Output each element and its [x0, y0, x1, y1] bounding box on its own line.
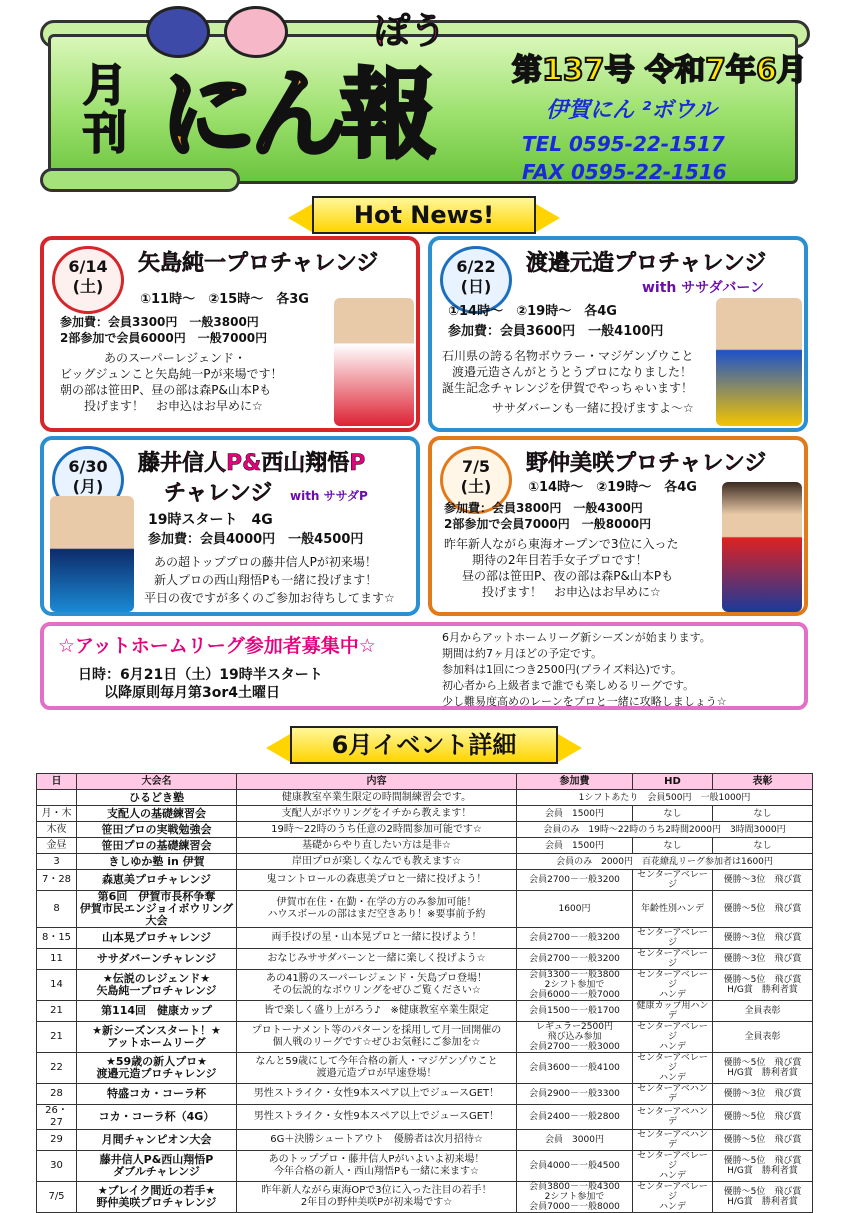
pro-photo — [716, 298, 802, 426]
newsletter-title: にん報 — [160, 59, 430, 171]
table-cell: 月・木 — [37, 806, 77, 822]
event-title: 渡邉元造プロチャレンジ — [526, 251, 767, 276]
table-row — [37, 1001, 813, 1022]
table-row — [37, 838, 813, 854]
event-desc: 朝の部は笹田P、昼の部は森P&山本Pも — [60, 383, 272, 397]
athome-title: ☆アットホームリーグ参加者募集中☆ — [58, 635, 376, 657]
table-cell: 会員 1500円 — [517, 806, 633, 822]
table-cell: 金昼 — [37, 838, 77, 854]
event-fee: 参加費：会員3800円 一般4300円 — [444, 501, 643, 515]
event-box-nonaka — [428, 436, 808, 616]
table-cell: なんと59歳にして今年合格の新人・マジゲンゾウこと 渡邉元造プロが早速登場！ — [237, 1053, 517, 1084]
event-date: 6/30 (月) — [52, 446, 124, 514]
table-cell: 昨年新人ながら東海OPで3位に入った注目の若手！ 2年目の野仲美咲Pが初来場です☆ — [237, 1182, 517, 1213]
table-cell: ★ブレイク間近の若手★ 野仲美咲プロチャレンジ — [77, 1182, 237, 1213]
table-cell: 鬼コントロールの森恵美プロと一緒に投げよう！ — [237, 870, 517, 891]
table-cell: 両手投げの星・山本晃プロと一緒に投げよう！ — [237, 928, 517, 949]
table-row — [37, 970, 813, 1001]
table-cell: 21 — [37, 1001, 77, 1022]
table-cell: 会員3800－一般4300 2シフト参加で 会員7000－一般8000 — [517, 1182, 633, 1213]
athome-desc-line: 初心者から上級者まで誰でも楽しめるリーグです。 — [442, 679, 695, 692]
event-fee: 参加費：会員4000円 一般4500円 — [148, 532, 364, 547]
event-date: 6/14 (土) — [52, 246, 124, 314]
table-row — [37, 1105, 813, 1130]
table-cell: 笹田プロの実戦勉強会 — [77, 822, 237, 838]
table-cell: 全員表彰 — [713, 1022, 813, 1053]
table-row — [37, 790, 813, 806]
table-cell: 29 — [37, 1130, 77, 1151]
table-row — [37, 822, 813, 838]
athome-date: 日時：6月21日（土）19時半スタート — [78, 667, 323, 683]
table-cell: コカ・コーラ杯（4G） — [77, 1105, 237, 1130]
table-row — [37, 891, 813, 928]
table-cell: センターアベレージ ハンデ — [633, 1182, 713, 1213]
col-event: 大会名 — [77, 774, 237, 790]
table-cell: あのトッププロ・藤井信人Pがいよいよ初来場！ 今年合格の新人・西山翔悟Pも一緒に来ます☆ — [237, 1151, 517, 1182]
table-cell: 岸田プロが楽しくなんでも教えます☆ — [237, 854, 517, 870]
table-cell: 優勝～3位 飛び賞 — [713, 928, 813, 949]
table-cell: 優勝～5位 飛び賞 H/G賞 勝利者賞 — [713, 970, 813, 1001]
table-cell: 男性ストライク・女性9本スペア以上でジュースGET！ — [237, 1084, 517, 1105]
table-cell: 優勝～5位 飛び賞 H/G賞 勝利者賞 — [713, 1182, 813, 1213]
table-cell: 健康教室卒業生限定の時間制練習会です。 — [237, 790, 517, 806]
athome-desc-line: 期間は約7ヶ月ほどの予定です。 — [442, 647, 603, 660]
table-cell: 1シフトあたり 会員500円 一般1000円 — [517, 790, 813, 806]
table-cell: 年齢性別ハンデ — [633, 891, 713, 928]
table-cell: 優勝～3位 飛び賞 — [713, 870, 813, 891]
table-cell: 会員2900－一般3300 — [517, 1084, 633, 1105]
event-fee-2: 2部参加で会員6000円 一般7000円 — [60, 331, 268, 345]
table-cell: 7・28 — [37, 870, 77, 891]
table-cell: 全員表彰 — [713, 1001, 813, 1022]
event-desc: 石川県の誇る名物ボウラー・マジゲンゾウこと — [442, 349, 694, 363]
table-cell: 特盛コカ・コーラ杯 — [77, 1084, 237, 1105]
table-cell: ひるどき塾 — [77, 790, 237, 806]
table-cell: ★新シーズンスタート！★ アットホームリーグ — [77, 1022, 237, 1053]
table-row — [37, 854, 813, 870]
col-hd: HD — [633, 774, 713, 790]
table-cell: 会員のみ 19時～22時のうち2時間2000円 3時間3000円 — [517, 822, 813, 838]
table-cell: 基礎からやり直したい方は是非☆ — [237, 838, 517, 854]
table-cell: 19時～22時のうち任意の2時間参加可能です☆ — [237, 822, 517, 838]
table-cell: 会員 3000円 — [517, 1130, 633, 1151]
table-cell: 木夜 — [37, 822, 77, 838]
event-date: 7/5 (土) — [440, 446, 512, 514]
athome-schedule: 以降原則毎月第3or4土曜日 — [104, 685, 281, 701]
kunoichi-mascot-icon — [224, 6, 288, 58]
table-cell: ★59歳の新人プロ★ 渡邉元造プロチャレンジ — [77, 1053, 237, 1084]
table-row — [37, 1053, 813, 1084]
pro-photo — [722, 482, 802, 612]
table-cell: 月間チャンピオン大会 — [77, 1130, 237, 1151]
table-cell: 会員3600－一般4100 — [517, 1053, 633, 1084]
table-cell: 会員1500－一般1700 — [517, 1001, 633, 1022]
tel-number: TEL 0595-22-1517 — [522, 132, 725, 156]
table-cell: 会員2700－一般3200 — [517, 870, 633, 891]
event-box-watanabe — [428, 236, 808, 432]
table-cell: 優勝～5位 飛び賞 — [713, 1105, 813, 1130]
event-desc: ササダバーンも一緒に投げますよ～☆ — [492, 401, 694, 415]
table-cell: 会員のみ 2000円 百花繚乱リーグ参加者は1600円 — [517, 854, 813, 870]
table-cell: なし — [633, 838, 713, 854]
table-cell: 伊賀市在住・在勤・在学の方のみ参加可能！ ハウスボールの部はまだ空きあり！※要事前予約 — [237, 891, 517, 928]
table-cell: 会員2400－一般2800 — [517, 1105, 633, 1130]
event-schedule: ①11時～ ②15時～ 各3G — [140, 292, 309, 307]
col-day: 日 — [37, 774, 77, 790]
table-cell: 優勝～3位 飛び賞 — [713, 1084, 813, 1105]
pro-photo — [50, 496, 134, 612]
athome-description — [442, 630, 808, 710]
table-cell: センターアベレージ ハンデ — [633, 1053, 713, 1084]
event-desc: あのスーパーレジェンド・ — [104, 351, 247, 365]
table-cell: 支配人の基礎練習会 — [77, 806, 237, 822]
table-cell: 第6回 伊賀市長杯争奪 伊賀市民エンジョイボウリング大会 — [77, 891, 237, 928]
event-box-fujii-nishiyama — [40, 436, 420, 616]
table-cell: 28 — [37, 1084, 77, 1105]
table-cell: 男性ストライク・女性9本スペア以上でジュースGET！ — [237, 1105, 517, 1130]
table-cell: なし — [633, 806, 713, 822]
athome-league-box — [40, 622, 808, 710]
event-fee-2: 2部参加で会員7000円 一般8000円 — [444, 517, 652, 531]
table-cell: センターアベハンデ — [633, 1130, 713, 1151]
table-cell: きしゆか塾 in 伊賀 — [77, 854, 237, 870]
event-desc: あの超トッププロの藤井信人Pが初来場！ — [154, 555, 377, 569]
event-box-yajima — [40, 236, 420, 432]
table-cell: 22 — [37, 1053, 77, 1084]
ninja-mascot-icon — [146, 6, 210, 58]
pro-photo — [334, 298, 414, 426]
event-fee: 参加費：会員3300円 一般3800円 — [60, 315, 259, 329]
table-cell: 優勝～5位 飛び賞 H/G賞 勝利者賞 — [713, 1151, 813, 1182]
table-cell: 優勝～5位 飛び賞 H/G賞 勝利者賞 — [713, 1053, 813, 1084]
gekkan-label: 月刊 — [83, 60, 127, 159]
event-schedule: 19時スタート 4G — [148, 512, 273, 528]
event-table — [36, 773, 813, 1213]
table-cell: センターアベレージ — [633, 928, 713, 949]
table-cell: センターアベレージ ハンデ — [633, 1022, 713, 1053]
table-cell: なし — [713, 806, 813, 822]
athome-desc-line: 6月からアットホームリーグ新シーズンが始まります。 — [442, 631, 711, 644]
table-row — [37, 1022, 813, 1053]
table-row — [37, 1130, 813, 1151]
table-cell: 優勝～5位 飛び賞 — [713, 891, 813, 928]
table-row — [37, 806, 813, 822]
hot-news-banner — [0, 196, 848, 234]
table-cell: 7/5 — [37, 1182, 77, 1213]
table-header — [37, 774, 813, 790]
table-row — [37, 870, 813, 891]
table-cell: センターアベハンデ — [633, 1105, 713, 1130]
event-desc: 昼の部は笹田P、夜の部は森P&山本Pも — [462, 569, 674, 583]
event-desc: 投げます！ お申込はお早めに☆ — [482, 585, 661, 599]
table-cell: 26・27 — [37, 1105, 77, 1130]
event-detail-banner — [0, 726, 848, 764]
table-cell: 6G＋決勝シュートアウト 優勝者は次月招待☆ — [237, 1130, 517, 1151]
table-cell: 会員2700－一般3200 — [517, 949, 633, 970]
table-row — [37, 1151, 813, 1182]
table-cell: 優勝～3位 飛び賞 — [713, 949, 813, 970]
event-subtitle: with ササダバーン — [642, 280, 765, 296]
col-award: 表彰 — [713, 774, 813, 790]
title-ruby: ぽう — [374, 11, 447, 52]
table-cell: センターアベレージ ハンデ — [633, 1151, 713, 1182]
event-desc: 渡邉元造さんがとうとうプロになりました！ — [452, 365, 693, 379]
hot-news-label: Hot News! — [312, 196, 536, 234]
table-cell: 11 — [37, 949, 77, 970]
table-cell: おなじみササダバーンと一緒に楽しく投げよう☆ — [237, 949, 517, 970]
table-cell: 会員4000－一般4500 — [517, 1151, 633, 1182]
header-scroll-bottom — [40, 168, 240, 192]
table-cell: あの41勝のスーパーレジェンド・矢島プロ登場！ その伝説的なボウリングをぜひご覧ください☆ — [237, 970, 517, 1001]
event-desc: 新人プロの西山翔悟Pも一緒に投げます！ — [154, 573, 378, 587]
table-cell: プロトーナメント等のパターンを採用して月一回開催の 個人戦のリーグです☆ぜひお気軽にご参加を☆ — [237, 1022, 517, 1053]
table-cell: 21 — [37, 1022, 77, 1053]
athome-desc-line: 参加料は1回につき2500円(プライズ料込)です。 — [442, 663, 683, 676]
event-desc: 平日の夜ですが多くのご参加お待ちしてます☆ — [144, 591, 395, 605]
col-fee: 参加費 — [517, 774, 633, 790]
table-row — [37, 928, 813, 949]
table-cell: 3 — [37, 854, 77, 870]
table-cell: なし — [713, 838, 813, 854]
table-cell: 会員 1500円 — [517, 838, 633, 854]
event-title: 野仲美咲プロチャレンジ — [526, 451, 767, 476]
table-cell: 8・15 — [37, 928, 77, 949]
table-cell: 山本晃プロチャレンジ — [77, 928, 237, 949]
event-desc: 投げます！ お申込はお早めに☆ — [84, 399, 263, 413]
table-cell: 8 — [37, 891, 77, 928]
table-cell: センターアベレージ — [633, 870, 713, 891]
table-cell: 支配人がボウリングをイチから教えます！ — [237, 806, 517, 822]
table-cell — [37, 790, 77, 806]
event-fee: 参加費：会員3600円 一般4100円 — [448, 324, 664, 339]
event-title: 矢島純一プロチャレンジ — [138, 251, 379, 276]
table-cell: センターアベレージ — [633, 949, 713, 970]
table-cell: ★伝説のレジェンド★ 矢島純一プロチャレンジ — [77, 970, 237, 1001]
table-row — [37, 949, 813, 970]
event-desc: 誕生記念チャレンジを伊賀でやっちゃいます！ — [442, 381, 694, 395]
table-cell: 14 — [37, 970, 77, 1001]
event-title: 藤井信人P&西山翔悟P — [138, 451, 366, 476]
issue-number: 第137号 令和7年6月 — [512, 53, 807, 88]
table-cell: 皆で楽しく盛り上がろう♪ ※健康教室卒業生限定 — [237, 1001, 517, 1022]
fax-number: FAX 0595-22-1516 — [522, 160, 727, 184]
event-desc: ビッグジュンこと矢島純一Pが来場です！ — [60, 367, 283, 381]
table-cell: 健康カップ用ハンデ — [633, 1001, 713, 1022]
event-subtitle: with ササダP — [290, 489, 368, 503]
table-row — [37, 1182, 813, 1213]
event-date: 6/22 (日) — [440, 246, 512, 314]
table-cell: レギュラー2500円 飛び込み参加 会員2700－一般3000 — [517, 1022, 633, 1053]
event-schedule: ①14時～ ②19時～ 各4G — [448, 304, 617, 319]
event-detail-label: 6月イベント詳細 — [290, 726, 559, 764]
table-cell: 1600円 — [517, 891, 633, 928]
shop-name: 伊賀にん ²ボウル — [546, 98, 717, 123]
table-cell: 森恵美プロチャレンジ — [77, 870, 237, 891]
table-cell: 笹田プロの基礎練習会 — [77, 838, 237, 854]
table-cell: 30 — [37, 1151, 77, 1182]
col-content: 内容 — [237, 774, 517, 790]
event-title-2: チャレンジ — [164, 481, 273, 506]
table-cell: 会員3300－一般3800 2シフト参加で 会員6000－一般7000 — [517, 970, 633, 1001]
table-cell: ササダバーンチャレンジ — [77, 949, 237, 970]
table-cell: センターアベハンデ — [633, 1084, 713, 1105]
table-cell: センターアベレージ ハンデ — [633, 970, 713, 1001]
table-cell: 会員2700－一般3200 — [517, 928, 633, 949]
athome-desc-line: 少し難易度高めのレーンをプロと一緒に攻略しましょう☆ — [442, 695, 727, 708]
event-desc: 昨年新人ながら東海オープンで3位に入った — [444, 537, 679, 551]
event-schedule: ①14時～ ②19時～ 各4G — [528, 480, 697, 495]
table-row — [37, 1084, 813, 1105]
table-cell: 優勝～5位 飛び賞 — [713, 1130, 813, 1151]
table-cell: 第114回 健康カップ — [77, 1001, 237, 1022]
event-desc: 期待の2年目若手女子プロです！ — [472, 553, 648, 567]
table-cell: 藤井信人P&西山翔悟P ダブルチャレンジ — [77, 1151, 237, 1182]
